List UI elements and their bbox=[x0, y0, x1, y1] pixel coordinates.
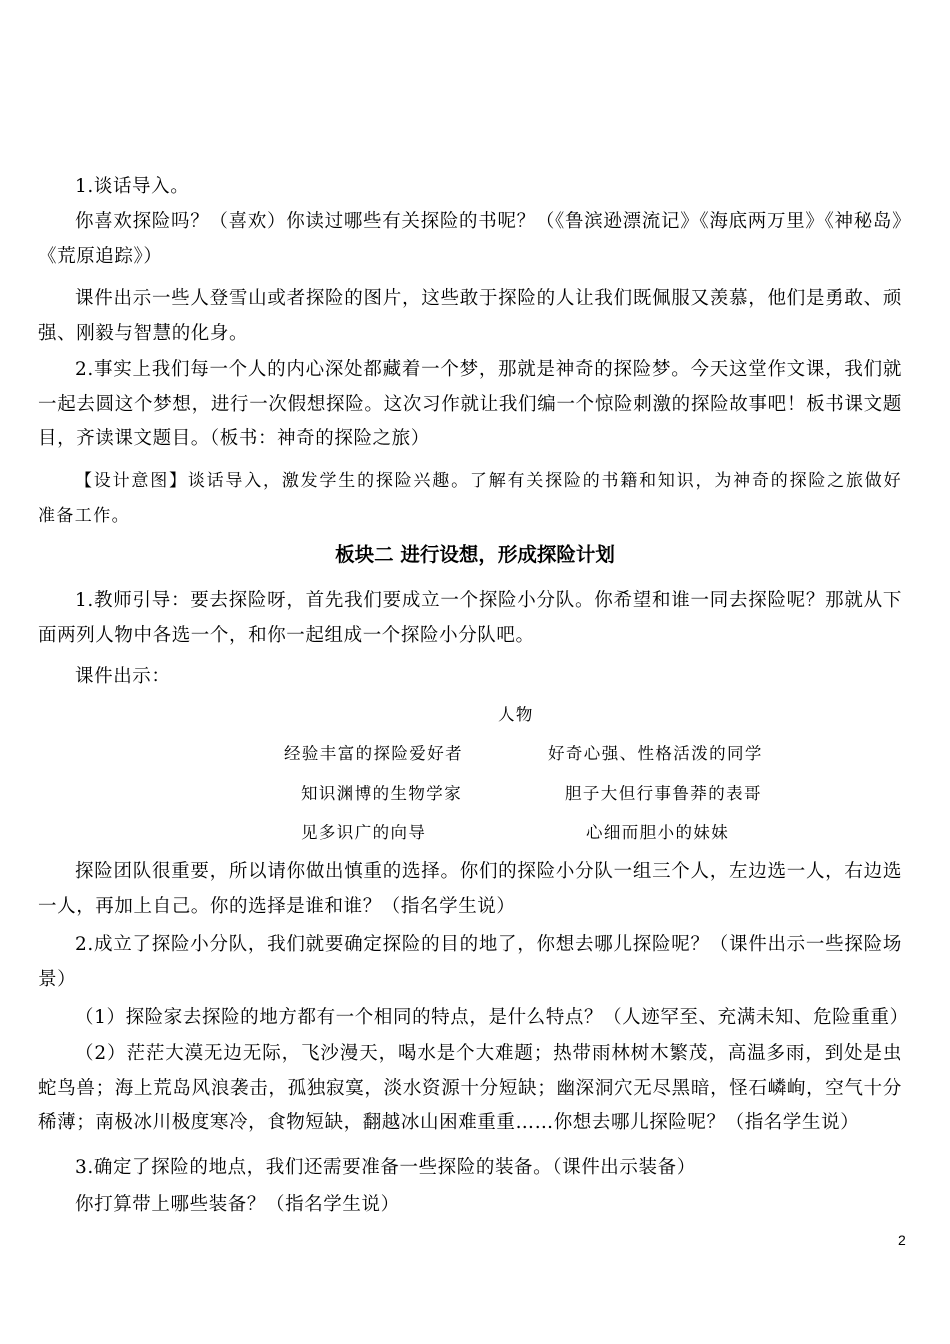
paragraph-design-intent: 【设计意图】谈话导入，激发学生的探险兴趣。了解有关探险的书籍和知识，为神奇的探险之旅做好准备工作。 bbox=[38, 471, 902, 526]
paragraph-destination: 2.成立了探险小分队，我们就要确定探险的目的地了，你想去哪儿探险呢？（课件出示一些探险场景） bbox=[38, 934, 902, 990]
paragraph-destination-feature: （1）探险家去探险的地方都有一个相同的特点，是什么特点？（人迹罕至、充满未知、危险重重） bbox=[75, 1007, 909, 1028]
people-right-item: 心细而胆小的妹妹 bbox=[586, 823, 730, 842]
paragraph-equipment: 3.确定了探险的地点，我们还需要准备一些探险的装备。（课件出示装备） bbox=[75, 1157, 696, 1178]
people-right-item: 好奇心强、性格活泼的同学 bbox=[548, 744, 763, 763]
paragraph-destination-options: （2）茫茫大漠无边无际，飞沙漫天，喝水是个大难题；热带雨林树木繁茂，高温多雨，到处是虫蛇鸟兽；海上荒岛风浪袭击，孤独寂寞，淡水资源十分短缺；幽深洞穴无尽黑暗，怪石嶙峋，空气十分稀薄；南极冰川极度寒冷，食物短缺，翻越冰山困难重重……你想去哪儿探险呢？（指名学生说） bbox=[38, 1043, 902, 1133]
paragraph-adventure-books: 你喜欢探险吗？（喜欢）你读过哪些有关探险的书呢？（《鲁滨逊漂流记》《海底两万里》《神秘岛》《荒原追踪》） bbox=[38, 211, 902, 267]
paragraph-intro-step: 1.谈话导入。 bbox=[75, 176, 190, 197]
people-left-item: 经验丰富的探险爱好者 bbox=[284, 744, 463, 763]
paragraph-courseware-show: 课件出示： bbox=[75, 666, 171, 687]
paragraph-equipment-question: 你打算带上哪些装备？（指名学生说） bbox=[75, 1194, 400, 1215]
people-left-item: 见多识广的向导 bbox=[301, 823, 427, 842]
paragraph-dream: 2.事实上我们每一个人的内心深处都藏着一个梦，那就是神奇的探险梦。今天这堂作文课，我们就一起去圆这个梦想，进行一次假想探险。这次习作就让我们编一个惊险刺激的探险故事吧！板书课文题目，齐读课文题目。（板书：神奇的探险之旅） bbox=[38, 359, 902, 449]
section-heading: 板块二 进行设想，形成探险计划 bbox=[335, 543, 615, 566]
people-left-item: 知识渊博的生物学家 bbox=[301, 784, 463, 803]
people-right-item: 胆子大但行事鲁莽的表哥 bbox=[565, 784, 762, 803]
page-number: 2 bbox=[898, 1232, 906, 1248]
paragraph-courseware-pictures: 课件出示一些人登雪山或者探险的图片，这些敢于探险的人让我们既佩服又羡慕，他们是勇敢、顽强、刚毅与智慧的化身。 bbox=[38, 288, 902, 344]
people-table-title: 人物 bbox=[498, 705, 534, 724]
paragraph-team-choice: 探险团队很重要，所以请你做出慎重的选择。你们的探险小分队一组三个人，左边选一人，右边选一人，再加上自己。你的选择是谁和谁？（指名学生说） bbox=[38, 861, 902, 917]
paragraph-teacher-guide: 1.教师引导：要去探险呀，首先我们要成立一个探险小分队。你希望和谁一同去探险呢？那就从下面两列人物中各选一个，和你一起组成一个探险小分队吧。 bbox=[38, 590, 902, 646]
